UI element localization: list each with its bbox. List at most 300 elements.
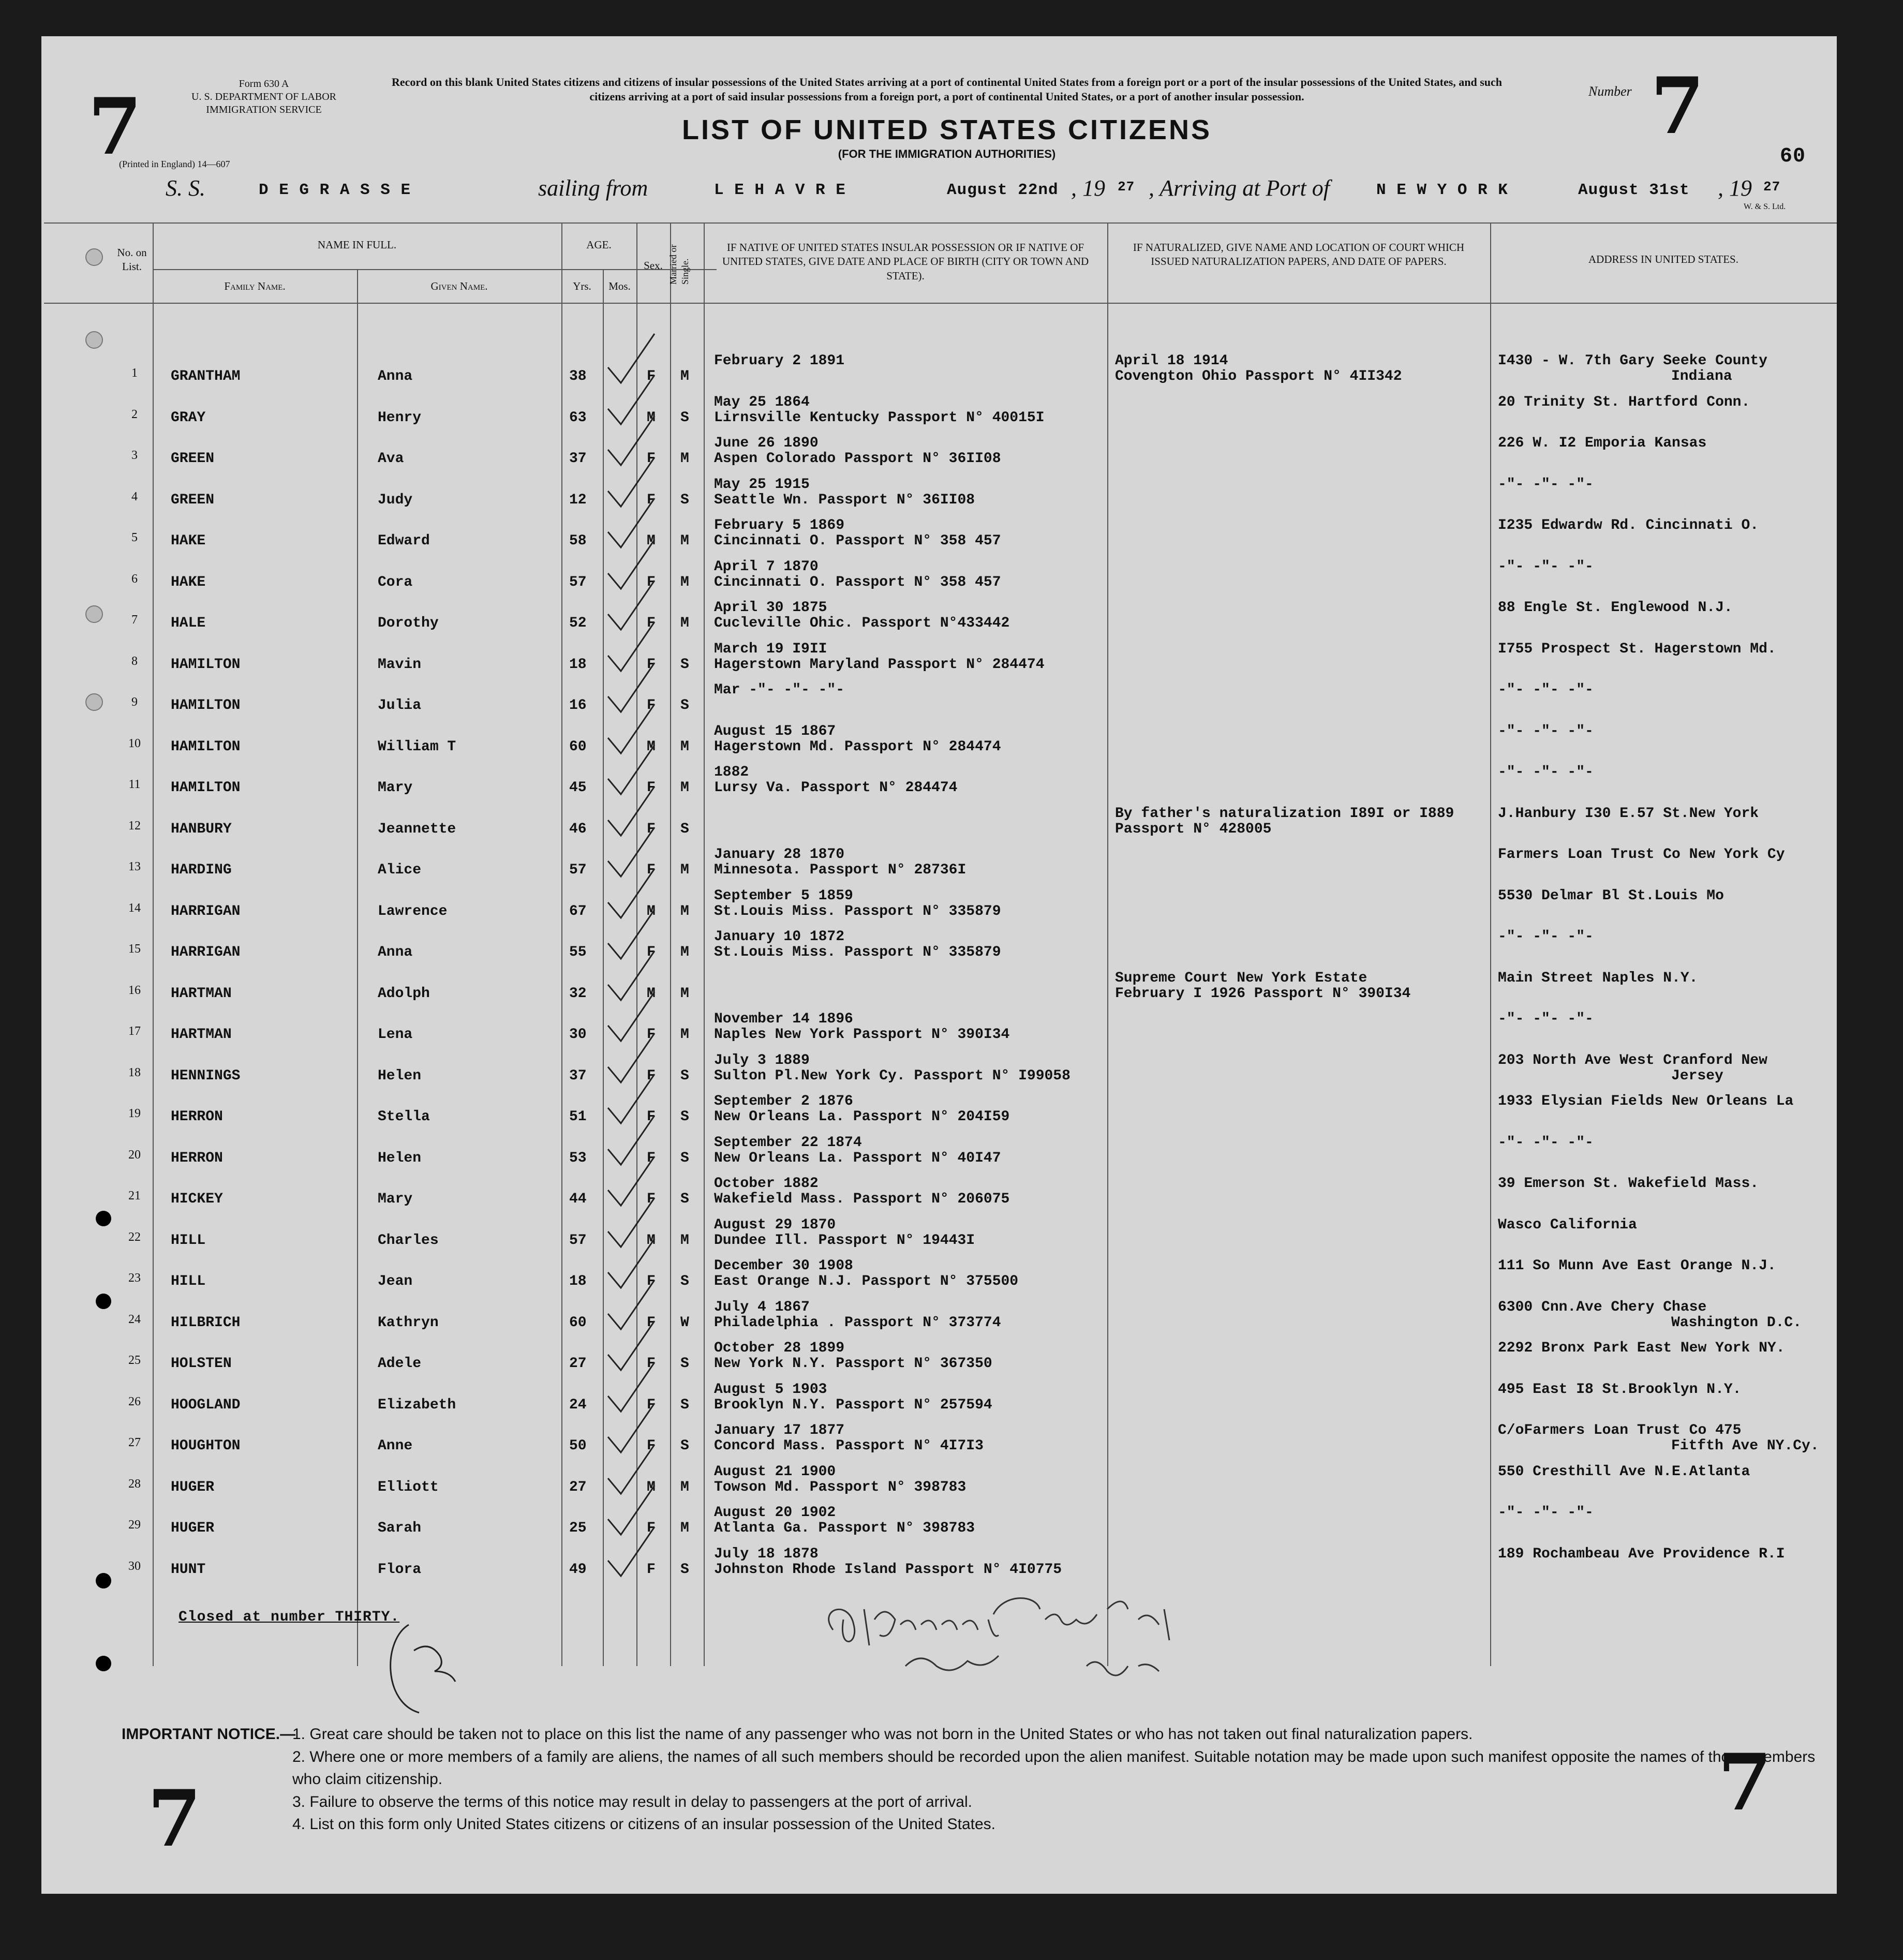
row-birth-line-1: October 1882 xyxy=(714,1176,819,1192)
year-1: 27 xyxy=(1118,179,1135,195)
row-address-line-2: Jersey xyxy=(1671,1067,1723,1084)
corner-number-top-left: 7 xyxy=(88,81,142,172)
row-birth-line-2: St.Louis Miss. Passport N° 335879 xyxy=(714,903,1001,919)
row-age: 37 xyxy=(569,1067,587,1084)
row-address-line-1: -"- -"- -"- xyxy=(1498,723,1594,739)
row-sex: F xyxy=(647,1150,656,1166)
row-age: 49 xyxy=(569,1561,587,1578)
table-row xyxy=(41,1422,1837,1468)
row-given-name: Julia xyxy=(378,697,422,714)
table-row xyxy=(41,764,1837,810)
department: U. S. DEPARTMENT OF LABOR xyxy=(191,91,336,102)
ship-line xyxy=(166,175,1795,206)
notice-heading: IMPORTANT NOTICE.— xyxy=(122,1726,296,1743)
row-address-line-1: 5530 Delmar Bl St.Louis Mo xyxy=(1498,887,1724,904)
row-given-name: Lawrence xyxy=(378,903,448,919)
binder-hole xyxy=(85,605,103,623)
row-no: 3 xyxy=(131,449,138,462)
closing-note: Closed at number THIRTY. xyxy=(179,1609,400,1625)
row-family-name: HOOGLAND xyxy=(171,1397,241,1413)
row-family-name: HAMILTON xyxy=(171,656,241,673)
row-age: 50 xyxy=(569,1438,587,1454)
row-sex: F xyxy=(647,615,656,631)
row-birth-line-2: Towson Md. Passport N° 398783 xyxy=(714,1479,967,1495)
row-birth-line-1: October 28 1899 xyxy=(714,1340,845,1356)
table-row xyxy=(41,1093,1837,1139)
row-no: 17 xyxy=(128,1024,141,1038)
row-no: 19 xyxy=(128,1107,141,1120)
row-address-line-2: Fitfth Ave NY.Cy. xyxy=(1671,1438,1819,1454)
row-birth-line-1: August 15 1867 xyxy=(714,723,836,739)
row-sex: F xyxy=(647,574,656,590)
table-row xyxy=(41,970,1837,1016)
row-no: 12 xyxy=(128,819,141,833)
row-given-name: Ava xyxy=(378,451,404,467)
list-number: 7 xyxy=(1651,61,1705,152)
row-birth-line-2: Seattle Wn. Passport N° 36II08 xyxy=(714,492,975,508)
row-married-single: M xyxy=(680,574,689,590)
row-address-line-1: 39 Emerson St. Wakefield Mass. xyxy=(1498,1176,1759,1192)
row-birth-line-1: 1882 xyxy=(714,764,749,780)
row-given-name: Adele xyxy=(378,1356,422,1372)
row-sex: F xyxy=(647,944,656,960)
row-address-line-1: 495 East I8 St.Brooklyn N.Y. xyxy=(1498,1381,1742,1398)
row-birth-line-2: Aspen Colorado Passport N° 36II08 xyxy=(714,451,1001,467)
row-family-name: HICKEY xyxy=(171,1191,223,1207)
row-address-line-1: 226 W. I2 Emporia Kansas xyxy=(1498,435,1707,451)
row-birth-line-1: Mar -"- -"- -"- xyxy=(714,682,845,698)
binder-hole xyxy=(96,1573,111,1588)
row-no: 7 xyxy=(131,613,138,627)
row-married-single: M xyxy=(680,944,689,960)
row-married-single: W xyxy=(680,1314,689,1331)
row-no: 23 xyxy=(128,1271,141,1285)
ship-prefix: S. S. xyxy=(166,175,205,201)
row-no: 30 xyxy=(128,1559,141,1573)
col-address: ADDRESS IN UNITED STATES. xyxy=(1588,253,1738,265)
row-sex: F xyxy=(647,1520,656,1536)
row-birth-line-1: June 26 1890 xyxy=(714,435,819,451)
table-row xyxy=(41,1463,1837,1509)
row-given-name: Mavin xyxy=(378,656,422,673)
row-age: 16 xyxy=(569,697,587,714)
row-family-name: HERRON xyxy=(171,1150,223,1166)
check-mark xyxy=(603,1524,660,1581)
sailing-label: sailing from xyxy=(538,175,648,201)
row-sex: M xyxy=(647,1232,656,1249)
row-no: 5 xyxy=(131,531,138,544)
row-no: 26 xyxy=(128,1394,141,1408)
table-row xyxy=(41,641,1837,687)
handwritten-mark xyxy=(378,1620,476,1718)
row-birth-line-1: January 10 1872 xyxy=(714,929,845,945)
row-married-single: S xyxy=(680,409,689,426)
row-birth-line-2: Brooklyn N.Y. Passport N° 257594 xyxy=(714,1397,992,1413)
row-no: 14 xyxy=(128,901,141,915)
form-subtitle: (FOR THE IMMIGRATION AUTHORITIES) xyxy=(838,147,1056,160)
row-no: 4 xyxy=(131,489,138,503)
row-given-name: Dorothy xyxy=(378,615,439,631)
row-birth-line-1: September 22 1874 xyxy=(714,1134,862,1151)
row-sex: F xyxy=(647,1314,656,1331)
sail-date: August 22nd xyxy=(947,181,1059,199)
row-naturalized-line-1: By father's naturalization I89I or I889 xyxy=(1115,805,1454,822)
row-family-name: GREEN xyxy=(171,451,215,467)
row-family-name: HILL xyxy=(171,1232,206,1249)
row-married-single: M xyxy=(680,1027,689,1043)
row-address-line-1: Wasco California xyxy=(1498,1216,1637,1233)
row-married-single: S xyxy=(680,1438,689,1454)
form-title: LIST OF UNITED STATES CITIZENS xyxy=(682,114,1212,145)
row-birth-line-1: August 21 1900 xyxy=(714,1463,836,1480)
row-no: 13 xyxy=(128,860,141,873)
row-no: 15 xyxy=(128,942,141,956)
row-age: 60 xyxy=(569,738,587,755)
col-naturalized: IF NATURALIZED, GIVE NAME AND LOCATION OF COURT WHICH ISSUED NATURALIZATION PAPERS, AND DATE OF PAPERS. xyxy=(1133,241,1465,268)
row-age: 27 xyxy=(569,1479,587,1495)
row-sex: F xyxy=(647,1109,656,1125)
row-age: 55 xyxy=(569,944,587,960)
row-age: 25 xyxy=(569,1520,587,1536)
row-birth-line-1: April 7 1870 xyxy=(714,558,819,575)
row-sex: F xyxy=(647,1561,656,1578)
row-married-single: S xyxy=(680,821,689,837)
table-row xyxy=(41,805,1837,851)
table-row xyxy=(41,600,1837,645)
row-birth-line-2: Philadelphia . Passport N° 373774 xyxy=(714,1314,1001,1331)
row-address-line-1: I235 Edwardw Rd. Cincinnati O. xyxy=(1498,517,1759,533)
row-birth-line-2: Minnesota. Passport N° 28736I xyxy=(714,862,967,878)
row-birth-line-2: Hagerstown Md. Passport N° 284474 xyxy=(714,738,1001,755)
row-address-line-1: C/oFarmers Loan Trust Co 475 xyxy=(1498,1422,1742,1438)
row-married-single: M xyxy=(680,615,689,631)
row-birth-line-1: September 5 1859 xyxy=(714,887,853,904)
row-birth-line-2: Hagerstown Maryland Passport N° 284474 xyxy=(714,656,1045,673)
row-married-single: S xyxy=(680,1191,689,1207)
row-sex: F xyxy=(647,1397,656,1413)
row-age: 30 xyxy=(569,1027,587,1043)
row-given-name: Henry xyxy=(378,409,422,426)
row-family-name: HERRON xyxy=(171,1109,223,1125)
row-married-single: M xyxy=(680,1479,689,1495)
col-mos: Mos. xyxy=(608,280,631,292)
row-given-name: Elliott xyxy=(378,1479,439,1495)
row-age: 24 xyxy=(569,1397,587,1413)
signature-text: Flanagan Inspector Completed 9.20 am xyxy=(823,1598,839,1599)
row-no: 24 xyxy=(128,1312,141,1326)
row-given-name: Alice xyxy=(378,862,422,878)
row-family-name: HUGER xyxy=(171,1520,215,1536)
row-birth-line-2: Naples New York Passport N° 390I34 xyxy=(714,1027,1010,1043)
row-birth-line-1: February 2 1891 xyxy=(714,353,845,369)
row-given-name: Helen xyxy=(378,1067,422,1084)
row-address-line-1: 6300 Cnn.Ave Chery Chase xyxy=(1498,1299,1707,1315)
row-given-name: Helen xyxy=(378,1150,422,1166)
ship-name: D E G R A S S E xyxy=(259,181,411,199)
row-age: 58 xyxy=(569,533,587,549)
row-birth-line-1: January 28 1870 xyxy=(714,847,845,863)
row-birth-line-2: Cucleville Ohic. Passport N°433442 xyxy=(714,615,1010,631)
form-id: Form 630 A xyxy=(239,78,289,90)
row-family-name: HARTMAN xyxy=(171,1027,232,1043)
row-age: 52 xyxy=(569,615,587,631)
row-married-single: M xyxy=(680,780,689,796)
row-sex: F xyxy=(647,368,656,384)
row-address-line-1: 203 North Ave West Cranford New xyxy=(1498,1052,1767,1068)
row-family-name: HARRIGAN xyxy=(171,903,241,919)
row-married-single: S xyxy=(680,1109,689,1125)
row-married-single: S xyxy=(680,1150,689,1166)
row-no: 28 xyxy=(128,1477,141,1491)
row-no: 18 xyxy=(128,1065,141,1079)
row-birth-line-1: July 18 1878 xyxy=(714,1546,819,1562)
row-sex: F xyxy=(647,656,656,673)
row-birth-line-1: September 2 1876 xyxy=(714,1093,853,1109)
row-birth-line-2: New Orleans La. Passport N° 204I59 xyxy=(714,1109,1010,1125)
form-id-block xyxy=(186,78,341,116)
row-birth-line-2: Dundee Ill. Passport N° 19443I xyxy=(714,1232,975,1249)
table-row xyxy=(41,517,1837,563)
row-given-name: Jeannette xyxy=(378,821,456,837)
row-sex: F xyxy=(647,1067,656,1084)
row-family-name: HUNT xyxy=(171,1561,206,1578)
manifest-sheet xyxy=(41,36,1837,1894)
row-age: 51 xyxy=(569,1109,587,1125)
row-address-line-2: Washington D.C. xyxy=(1671,1314,1802,1331)
row-given-name: Jean xyxy=(378,1273,413,1289)
row-no: 25 xyxy=(128,1354,141,1367)
row-age: 12 xyxy=(569,492,587,508)
binder-hole xyxy=(96,1211,111,1226)
row-birth-line-2: St.Louis Miss. Passport N° 335879 xyxy=(714,944,1001,960)
table-row xyxy=(41,353,1837,398)
table-row xyxy=(41,1258,1837,1303)
row-sex: F xyxy=(647,1027,656,1043)
row-no: 20 xyxy=(128,1148,141,1162)
row-no: 27 xyxy=(128,1436,141,1449)
row-address-line-1: 88 Engle St. Englewood N.J. xyxy=(1498,600,1733,616)
row-age: 32 xyxy=(569,985,587,1002)
row-family-name: HAKE xyxy=(171,574,206,590)
row-given-name: William T xyxy=(378,738,456,755)
row-address-line-1: Farmers Loan Trust Co New York Cy xyxy=(1498,847,1785,863)
row-family-name: HOLSTEN xyxy=(171,1356,232,1372)
row-sex: F xyxy=(647,821,656,837)
table-row xyxy=(41,1340,1837,1386)
arriving-label: , Arriving at Port of xyxy=(1149,175,1330,201)
row-birth-line-1: July 4 1867 xyxy=(714,1299,810,1315)
row-birth-line-2: Sulton Pl.New York Cy. Passport N° I99058 xyxy=(714,1067,1071,1084)
row-birth-line-1: May 25 1915 xyxy=(714,476,810,493)
row-address-line-1: -"- -"- -"- xyxy=(1498,682,1594,698)
row-given-name: Mary xyxy=(378,1191,413,1207)
row-no: 10 xyxy=(128,736,141,750)
row-age: 18 xyxy=(569,656,587,673)
row-address-line-1: 189 Rochambeau Ave Providence R.I xyxy=(1498,1546,1785,1562)
row-birth-line-2: Concord Mass. Passport N° 4I7I3 xyxy=(714,1438,984,1454)
row-family-name: HILBRICH xyxy=(171,1314,241,1331)
row-given-name: Elizabeth xyxy=(378,1397,456,1413)
row-married-single: M xyxy=(680,985,689,1002)
row-naturalized-line-2: Passport N° 428005 xyxy=(1115,821,1272,837)
row-age: 46 xyxy=(569,821,587,837)
table-row xyxy=(41,887,1837,933)
row-given-name: Sarah xyxy=(378,1520,422,1536)
table-row xyxy=(41,1546,1837,1592)
row-married-single: M xyxy=(680,1232,689,1249)
row-married-single: S xyxy=(680,1356,689,1372)
row-address-line-1: -"- -"- -"- xyxy=(1498,1505,1594,1521)
row-sex: M xyxy=(647,985,656,1002)
row-given-name: Cora xyxy=(378,574,413,590)
row-age: 18 xyxy=(569,1273,587,1289)
row-address-line-1: I755 Prospect St. Hagerstown Md. xyxy=(1498,641,1776,657)
row-married-single: M xyxy=(680,1520,689,1536)
row-age: 60 xyxy=(569,1314,587,1331)
row-naturalized-line-2: Covengton Ohio Passport N° 4II342 xyxy=(1115,368,1402,384)
row-family-name: HARRIGAN xyxy=(171,944,241,960)
notice-item-4: 4. List on this form only United States citizens or citizens of an insular possession of the United States. xyxy=(292,1816,996,1833)
port-from: L E H A V R E xyxy=(714,181,846,199)
col-birth: IF NATIVE OF UNITED STATES INSULAR POSSESSION OR IF NATIVE OF UNITED STATES, GIVE DATE AND PLACE OF BIRTH (CITY OR TOWN AND STATE). xyxy=(722,241,1089,282)
row-sex: M xyxy=(647,738,656,755)
inspector-signature xyxy=(817,1588,1242,1707)
corner-number-bottom-right: 7 xyxy=(1718,1737,1772,1828)
row-family-name: HOUGHTON xyxy=(171,1438,241,1454)
table-row xyxy=(41,847,1837,892)
row-age: 27 xyxy=(569,1356,587,1372)
row-given-name: Mary xyxy=(378,780,413,796)
instructions: Record on this blank United States citizens and citizens of insular possessions of the United States arriving at a port of continental United States from a foreign port or a port of the insular possessions of the United States, and such citizens arriving at a port of said insular possessions from a foreign port, a port of continental United States, or a port of another insular possession. xyxy=(391,76,1503,103)
row-married-single: S xyxy=(680,1067,689,1084)
row-birth-line-2: New York N.Y. Passport N° 367350 xyxy=(714,1356,992,1372)
binder-hole xyxy=(96,1656,111,1671)
printed-note: (Printed in England) 14—607 xyxy=(119,159,230,169)
row-birth-line-1: May 25 1864 xyxy=(714,394,810,410)
row-birth-line-1: August 20 1902 xyxy=(714,1505,836,1521)
row-age: 45 xyxy=(569,780,587,796)
col-sex: Sex. xyxy=(644,259,663,272)
row-no: 2 xyxy=(131,407,138,421)
row-no: 9 xyxy=(131,695,138,709)
col-married: Married or Single. xyxy=(668,244,691,285)
row-birth-line-1: November 14 1896 xyxy=(714,1011,853,1027)
table-row xyxy=(41,1299,1837,1345)
row-given-name: Anna xyxy=(378,944,413,960)
row-sex: F xyxy=(647,780,656,796)
table-row xyxy=(41,394,1837,440)
row-married-single: S xyxy=(680,656,689,673)
row-address-line-1: 1933 Elysian Fields New Orleans La xyxy=(1498,1093,1794,1109)
row-married-single: M xyxy=(680,368,689,384)
row-birth-line-1: August 29 1870 xyxy=(714,1216,836,1233)
row-no: 11 xyxy=(128,778,141,791)
row-family-name: GREEN xyxy=(171,492,215,508)
row-birth-line-2: Lursy Va. Passport N° 284474 xyxy=(714,780,958,796)
row-no: 1 xyxy=(131,366,138,380)
row-no: 22 xyxy=(128,1230,141,1244)
row-address-line-1: J.Hanbury I30 E.57 St.New York xyxy=(1498,805,1759,822)
row-family-name: HANBURY xyxy=(171,821,232,837)
row-no: 16 xyxy=(128,983,141,997)
row-given-name: Judy xyxy=(378,492,413,508)
row-no: 21 xyxy=(128,1189,141,1202)
page-number: 60 xyxy=(1780,145,1806,168)
row-married-single: M xyxy=(680,451,689,467)
number-label: Number xyxy=(1588,84,1632,99)
row-birth-line-1: January 17 1877 xyxy=(714,1422,845,1438)
year-label-2: , 19 xyxy=(1718,175,1752,201)
row-naturalized-line-2: February I 1926 Passport N° 390I34 xyxy=(1115,985,1411,1002)
row-family-name: HARTMAN xyxy=(171,985,232,1002)
table-row xyxy=(41,1176,1837,1221)
col-age: AGE. xyxy=(586,239,612,251)
row-given-name: Adolph xyxy=(378,985,430,1002)
row-birth-line-1: February 5 1869 xyxy=(714,517,845,533)
row-family-name: HAKE xyxy=(171,533,206,549)
row-birth-line-1: March 19 I9II xyxy=(714,641,827,657)
notice-item-2: 2. Where one or more members of a family are aliens, the names of all such members should be recorded upon the alien manifest. Suitable notation may be made upon such manifest opposite the names of those members who claim citizenship. xyxy=(292,1748,1816,1788)
row-birth-line-1: August 5 1903 xyxy=(714,1381,827,1398)
notice-items xyxy=(292,1723,1824,1836)
row-address-line-1: -"- -"- -"- xyxy=(1498,476,1594,493)
row-birth-line-2: East Orange N.J. Passport N° 375500 xyxy=(714,1273,1019,1289)
row-no: 29 xyxy=(128,1518,141,1532)
row-family-name: GRANTHAM xyxy=(171,368,241,384)
row-married-single: M xyxy=(680,533,689,549)
row-age: 53 xyxy=(569,1150,587,1166)
row-married-single: M xyxy=(680,903,689,919)
col-name-in-full: NAME IN FULL. xyxy=(317,239,397,251)
table-row xyxy=(41,723,1837,769)
row-married-single: S xyxy=(680,697,689,714)
year-label-1: , 19 xyxy=(1071,175,1105,201)
row-married-single: S xyxy=(680,1273,689,1289)
row-given-name: Edward xyxy=(378,533,430,549)
row-address-line-1: 2292 Bronx Park East New York NY. xyxy=(1498,1340,1785,1356)
arrive-date: August 31st xyxy=(1578,181,1690,199)
corner-number-bottom-left: 7 xyxy=(147,1773,202,1864)
row-given-name: Stella xyxy=(378,1109,430,1125)
row-married-single: M xyxy=(680,738,689,755)
row-family-name: HARDING xyxy=(171,862,232,878)
row-given-name: Anna xyxy=(378,368,413,384)
row-family-name: HAMILTON xyxy=(171,697,241,714)
table-row xyxy=(41,682,1837,727)
row-no: 6 xyxy=(131,572,138,586)
table-row xyxy=(41,929,1837,974)
row-address-line-1: -"- -"- -"- xyxy=(1498,1134,1594,1151)
row-married-single: S xyxy=(680,492,689,508)
year-2: 27 xyxy=(1763,179,1781,195)
row-address-line-1: Main Street Naples N.Y. xyxy=(1498,970,1698,986)
row-birth-line-1: July 3 1889 xyxy=(714,1052,810,1068)
row-address-line-1: -"- -"- -"- xyxy=(1498,764,1594,780)
binder-hole xyxy=(85,331,103,349)
row-family-name: HILL xyxy=(171,1273,206,1289)
row-birth-line-2: Atlanta Ga. Passport N° 398783 xyxy=(714,1520,975,1536)
row-age: 67 xyxy=(569,903,587,919)
row-birth-line-1: December 30 1908 xyxy=(714,1258,853,1274)
row-address-line-1: I430 - W. 7th Gary Seeke County xyxy=(1498,353,1767,369)
service: IMMIGRATION SERVICE xyxy=(206,104,322,115)
port-to: N E W Y O R K xyxy=(1376,181,1508,199)
row-birth-line-2: Cincinnati O. Passport N° 358 457 xyxy=(714,533,1001,549)
table-row xyxy=(41,476,1837,522)
col-given-name: Given Name. xyxy=(430,280,488,292)
row-given-name: Anne xyxy=(378,1438,413,1454)
row-married-single: S xyxy=(680,1561,689,1578)
